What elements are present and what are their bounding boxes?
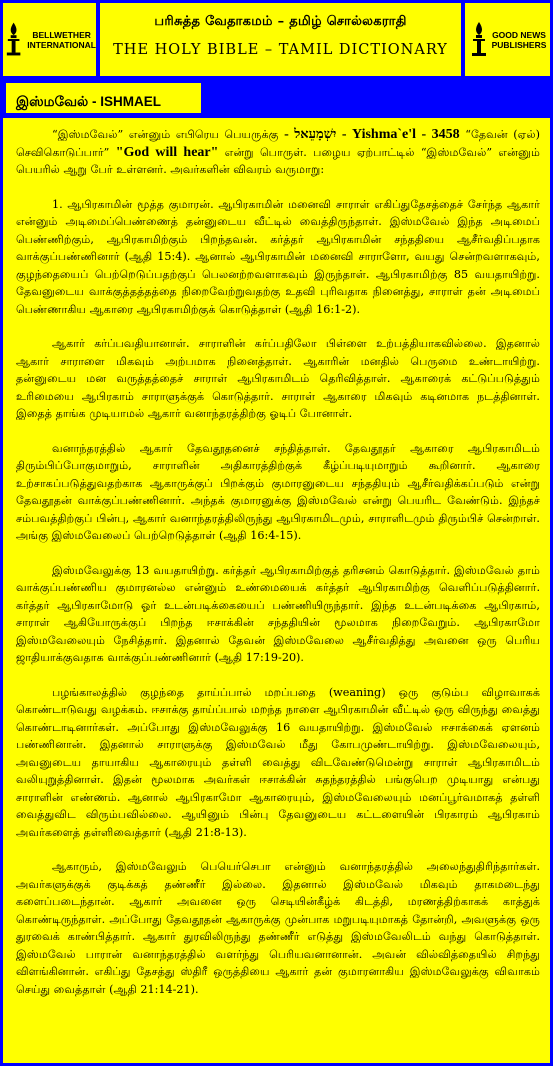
entry-body — [3, 118, 550, 1063]
entry-paragraph: பழங்காலத்தில் குழந்தை தாய்ப்பால் மறப்பதை (weaning) ஒரு குடும்ப விழாவாகக் கொண்டாடுவது வழக்கம். ஈசாக்கு தாய்ப்பால் மறந்த நாளை ஆபிரகாமின் வீட்டில் ஒரு விருந்து வைத்து கொண்டாடினார்கள். அப்போது இஸ்மவேலுக்கு 16 வயதாயிற்று. இஸ்மவேல் ஈசாக்கைக் ஏளனம் பண்ணினான். இதனால் சாராளுக்கு இஸ்மவேல் மீது கோபமுண்டாயிற்று. இஸ்மவேலையும், அவனுடைய தாயாகிய ஆகாரையும் தள்ளி வைத்து விடவேண்டுமென்று சாராள் ஆபிரகாமிடம் வலியுறுத்தினாள். இதன் மூலமாக அவர்கள் ஈசாக்கின் சுதந்தரத்தில் பங்குபெற முடியாது என்பது சாராளின் எண்ணம். ஆனால் ஆபிரகாமோ ஆகாரையும், இஸ்மவேலையும் மனப்பூர்வமாகத் தள்ளி வைத்துவிட விரும்பவில்லை. ஆயினும் பின்பு தேவனுடைய கட்டளையின் பிரகாரம் ஆபிரகாம் அவர்களைத் தள்ளிவைத்தார் (ஆதி 21:8-13). — [16, 685, 540, 839]
topic-label: இஸ்மவேல் - ISHMAEL — [16, 94, 161, 109]
entry-paragraph: ஆகார் கர்ப்பவதியானாள். சாராளின் கர்ப்பதிலோ பிள்ளை உற்பத்தியாகவில்லை. இதனால் ஆகார் சாராளை மிகவும் அற்பமாக நினைத்தாள். ஆகாரின் மனதில் பெருமை உண்டாயிற்று. தன்னுடைய மன வருத்தத்தைச் சாராள் ஆபிரகாமிடம் தெரிவித்தாள். ஆகாரைக் கட்டுப்படுத்தும் உரிமையை ஆபிரகாம் சாராளுக்குக் கொடுத்தார். சாராள் ஆகாரை மிகவும் கடினமாக நடத்தினாள். இதைத் தாங்க முடியாமல் ஆகார் வனாந்தரத்திற்கு ஓடிப் போனாள். — [16, 337, 540, 420]
lamp-icon — [469, 20, 489, 60]
english-meaning: "God will hear" — [115, 144, 219, 160]
logo-text-line: PUBLISHERS — [491, 39, 547, 50]
transliteration: Yishma`e'l - 3458 — [351, 127, 460, 142]
intro-text: “இஸ்மவேல்” என்னும் எபிரெய பெயருக்கு — [52, 128, 285, 141]
intro-separator: - — [284, 127, 295, 142]
entry-paragraph: இஸ்மவேலுக்கு 13 வயதாயிற்று. கர்த்தர் ஆபிரகாமிற்குத் தரிசனம் கொடுத்தார். இஸ்மவேல் தாம் வாக்குப்பண்ணிய குமாரனல்ல என்னும் உண்மையைக் கர்த்தர் ஆபிரகாமிற்கு வெளிப்படுத்தினார். கர்த்தர் ஆபிரகாமோடு ஓர் உடன்படிக்கையைப் பண்ணியிருந்தார். இந்த உடன்படிக்கை ஆபிரகாம், சாராள் ஆகியோருக்குப் பிறந்த ஈசாக்கின் சந்ததியின் மூலமாக நிறைவேறும். ஆபிரகாமோ இஸ்மவேலையும் நேசித்தார். இதனால் தேவன் இஸ்மவேலை ஆசீர்வதித்து அவனை ஒரு பெரிய ஜாதியாக்குவதாக வாக்குப்பண்ணினார் (ஆதி 17:19-20). — [16, 563, 540, 664]
intro-separator: - — [336, 127, 352, 142]
entry-paragraph: வனாந்தரத்தில் ஆகார் தேவதூதனைச் சந்தித்தாள். தேவதூதர் ஆகாரை ஆபிரகாமிடம் திரும்பிப்போகுமாறும், சாராளின் அதிகாரத்திற்குக் கீழ்ப்படியுமாறும் கூறினார். ஆகாரை உற்சாகப்படுத்துவதற்காக ஆகாருக்குப் பிறக்கும் குமாரனுடைய சந்ததியும் ஆசீர்வதிக்கப்படும் என்று தேவதூதன் வாக்குப்பண்ணினார். அந்தக் குமாரனுக்கு இஸ்மவேல் என்று பெயரிட வேண்டும். இந்தச் சம்பவத்திற்குப் பின்பு, ஆகார் வனாந்தரத்திலிருந்து ஆபிரகாமிடமும், சாராளிடமும் திரும்பிச் சென்றாள். அங்கு இஸ்மவேலைப் பெற்றெடுத்தாள் (ஆதி 16:4-15). — [16, 441, 540, 542]
entry-paragraph: 1. ஆபிரகாமின் மூத்த குமாரன். ஆபிரகாமின் மனைவி சாராள் எகிப்துதேசத்தைச் சேர்ந்த ஆகார் என்னும் அடிமைப்பெண்ணைத் தன்னுடைய வீட்டில் வைத்திருந்தாள். இஸ்மவேல் இந்த அடிமைப் பெண்ணிற்கும், ஆபிரகாமிற்கும் பிறந்தவன். கர்த்தர் ஆபிரகாமின் சந்ததியை ஆசீர்வதிப்பதாக வாக்குப்பண்ணினார் (ஆதி 15:4). ஆனால் ஆபிரகாமின் மனைவி சாராளோ, வயது சென்றவளாகவும், குழந்தையைப் பெற்றெடுப்பதற்குப் பெலனற்றவளாகவும் இருந்தாள். ஆபிரகாமிற்கு 85 வயதாயிற்று. தேவனுடைய வாக்குத்தத்தத்தை நிறைவேற்றுவதற்கு உதவி புரிவதாக நினைத்து, சாராள் தன் அடிமைப் பெண்ணாகிய ஆகாரை ஆபிரகாமிற்குக் கொடுத்தாள் (ஆதி 16:1-2). — [16, 197, 540, 316]
tamil-title: பரிசுத்த வேதாகமம் – தமிழ் சொல்லகராதி — [154, 14, 407, 29]
english-title: THE HOLY BIBLE – TAMIL DICTIONARY — [113, 42, 448, 58]
lamp-icon — [3, 20, 24, 60]
entry-intro — [16, 126, 540, 179]
topic-heading — [3, 80, 204, 116]
logo-text-line: GOOD NEWS — [492, 29, 546, 40]
hebrew-word: יִשְׁמָעֵאל — [294, 127, 337, 142]
bellwether-logo — [3, 3, 96, 76]
good-news-logo — [465, 3, 550, 76]
intro-text: “தேவன் (ஏல்) செவிகொடுப்பார்” — [16, 128, 540, 159]
logo-text-line: BELLWETHER — [32, 29, 91, 40]
intro-text: என்று பொருள். பழைய ஏற்பாட்டில் “இஸ்மவேல்” என்னும் பெயரில் ஆறு பேர் உள்ளனர். அவர்களின் விவரம் வருமாறு: — [16, 145, 540, 176]
page-header — [100, 3, 461, 76]
entry-paragraph: ஆகாரும், இஸ்மவேலும் பெயெர்செபா என்னும் வனாந்தரத்தில் அலைந்துதிரிந்தார்கள். அவர்களுக்குக் குடிக்கத் தண்ணீர் இல்லை. இதனால் இஸ்மவேல் மிகவும் தாகமடைந்து களைப்படைந்தான். ஆகார் அவனை ஒரு செடியின்கீழ்க் கிடத்தி, மரணத்திற்காகக் காத்துக் கொண்டிருந்தாள். அப்போது தேவதூதன் ஆகாருக்கு முன்பாக மறுபடியுமாகத் தோன்றி, அவளுக்கு ஒரு துரவைக் காண்பித்தார். ஆகார் துரவிலிருந்து தண்ணீர் எடுத்து இஸ்மவேலிடம் வந்து கொடுத்தாள். இஸ்மவேல் பாரான் வனாந்தரத்தில் வளர்ந்து பெரியவனானான். அவன் வில்வித்தையில் சிறந்து விளங்கினான். எகிப்து தேசத்து ஸ்திரீ ஒருத்தியை ஆகார் தன் குமாரனாகிய இஸ்மவேலுக்கு விவாகம் செய்து வைத்தாள் (ஆதி 21:14-21). — [16, 860, 540, 996]
logo-text-line: INTERNATIONAL — [27, 39, 96, 50]
